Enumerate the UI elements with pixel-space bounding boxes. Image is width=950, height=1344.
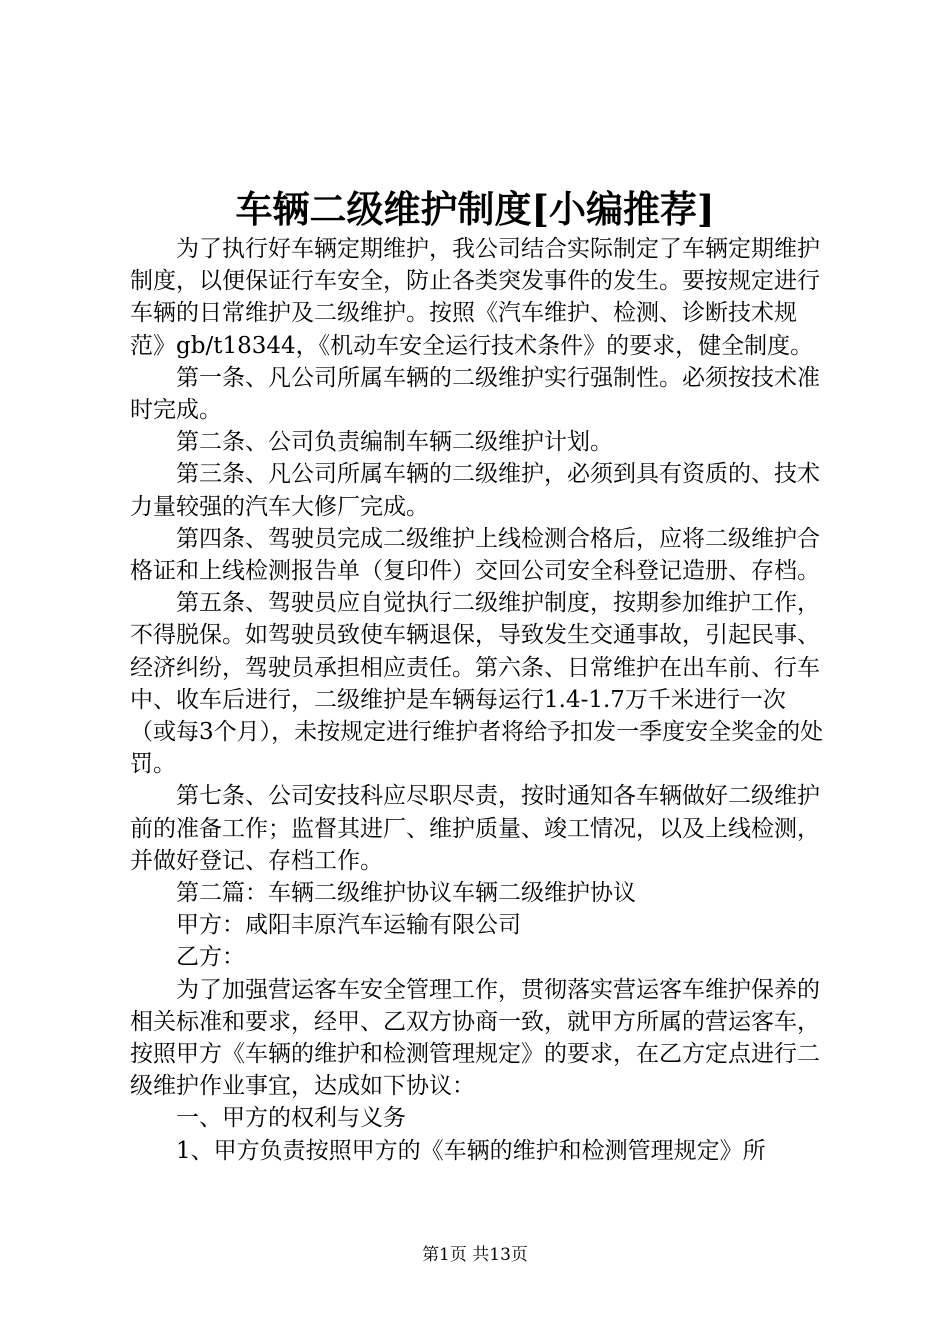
paragraph: 为了执行好车辆定期维护，我公司结合实际制定了车辆定期维护制度，以便保证行车安全，防止各类突发事件的发生。要按规定进行车辆的日常维护及二级维护。按照《汽车维护、检测、诊断技术规范》gb/t18344，《机动车安全运行技术条件》的要求，健全制度。 — [130, 236, 820, 359]
section-heading: 第二篇：车辆二级维护协议车辆二级维护协议 — [176, 880, 636, 907]
paragraph: 第七条、公司安技科应尽职尽责，按时通知各车辆做好二级维护前的准备工作；监督其进厂、维护质量、竣工情况，以及上线检测，并做好登记、存档工作。 — [130, 783, 820, 874]
paragraph: 第四条、驾驶员完成二级维护上线检测合格后，应将二级维护合格证和上线检测报告单（复印件）交回公司安全科登记造册、存档。 — [130, 525, 820, 585]
party-b-line: 乙方： — [176, 944, 245, 971]
page-footer: 第1页 共13页 — [422, 1245, 528, 1265]
document-body — [130, 233, 830, 1167]
document-title: 车辆二级维护制度[小编推荐] — [235, 187, 715, 231]
party-a-line: 甲方：咸阳丰原汽车运输有限公司 — [176, 912, 521, 939]
paragraph: 1、甲方负责按照甲方的《车辆的维护和检测管理规定》所 — [176, 1137, 766, 1164]
paragraph: 第三条、凡公司所属车辆的二级维护，必须到具有资质的、技术力量较强的汽车大修厂完成。 — [130, 461, 820, 520]
paragraph: 第五条、驾驶员应自觉执行二级维护制度，按期参加维护工作，不得脱保。如驾驶员致使车辆退保，导致发生交通事故，引起民事、经济纠纷，驾驶员承担相应责任。第六条、日常维护在出车前、行车中、收车后进行，二级维护是车辆每运行1.4-1.7万千米进行一次（或每3个月），未按规定进行维护者将给予扣发一季度安全奖金的处罚。 — [130, 590, 824, 778]
paragraph: 为了加强营运客车安全管理工作，贯彻落实营运客车维护保养的相关标准和要求，经甲、乙双方协商一致，就甲方所属的营运客车，按照甲方《车辆的维护和检测管理规定》的要求，在乙方定点进行二级维护作业事宜，达成如下协议： — [130, 976, 820, 1100]
subsection-heading: 一、甲方的权利与义务 — [176, 1105, 406, 1132]
paragraph: 第一条、凡公司所属车辆的二级维护实行强制性。必须按技术准时完成。 — [130, 364, 820, 424]
paragraph: 第二条、公司负责编制车辆二级维护计划。 — [176, 429, 613, 456]
